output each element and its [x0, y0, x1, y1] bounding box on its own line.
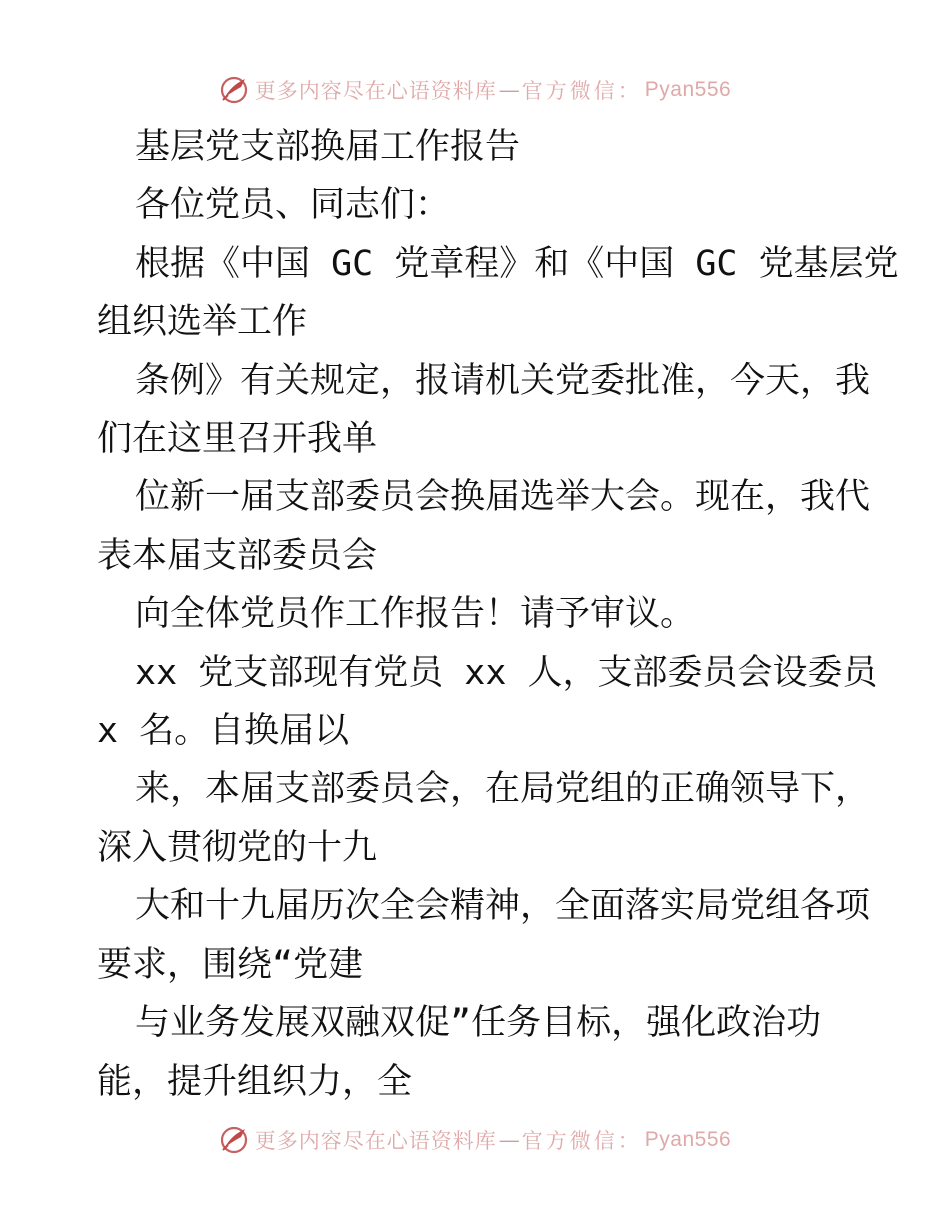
body-line: 组织选举工作 — [97, 302, 308, 343]
watermark-brand-text: 更多内容尽在心语资料库 — [254, 1129, 497, 1153]
watermark-colon: ： — [617, 79, 639, 103]
body-line: 能，提升组织力，全 — [97, 1061, 413, 1102]
watermark-wechat-id: Pyan556 — [644, 78, 732, 101]
ink-pen-logo-icon — [219, 1125, 249, 1155]
body-line: 表本届支部委员会 — [97, 535, 378, 576]
body-line: 与业务发展双融双促”任务目标，强化政治功 — [135, 1003, 822, 1044]
body-line: 来，本届支部委员会，在局党组的正确领导下， — [135, 769, 871, 810]
watermark-separator: — — [498, 78, 520, 102]
document-body — [97, 118, 899, 1111]
watermark-wechat-id: Pyan556 — [644, 1128, 732, 1151]
body-line: 们在这里召开我单 — [97, 419, 378, 460]
document-title: 基层党支部换届工作报告 — [135, 127, 521, 167]
body-line: 要求，围绕“党建 — [97, 944, 364, 985]
body-line: 条例》有关规定，报请机关党委批准，今天，我 — [135, 360, 871, 401]
watermark-colon: ： — [617, 1129, 639, 1153]
body-line: xx 党支部现有党员 xx 人，支部委员会设委员 — [135, 652, 878, 693]
ink-pen-logo-icon — [219, 75, 249, 105]
watermark-brand-text: 更多内容尽在心语资料库 — [254, 79, 497, 103]
body-line: 位新一届支部委员会换届选举大会。现在，我代 — [135, 477, 871, 518]
footer-watermark — [0, 1120, 950, 1160]
header-watermark — [0, 70, 950, 110]
salutation: 各位党员、同志们： — [135, 185, 451, 226]
body-line: 根据《中国 GC 党章程》和《中国 GC 党基层党 — [135, 243, 899, 284]
watermark-wechat-label: 官方微信 — [521, 1129, 618, 1153]
body-line: x 名。自换届以 — [97, 711, 350, 752]
watermark-wechat-label: 官方微信 — [521, 79, 618, 103]
body-line: 深入贯彻党的十九 — [97, 827, 378, 868]
body-line: 大和十九届历次全会精神，全面落实局党组各项 — [135, 886, 871, 927]
body-line: 向全体党员作工作报告！请予审议。 — [135, 594, 696, 635]
watermark-separator: — — [498, 1128, 520, 1152]
